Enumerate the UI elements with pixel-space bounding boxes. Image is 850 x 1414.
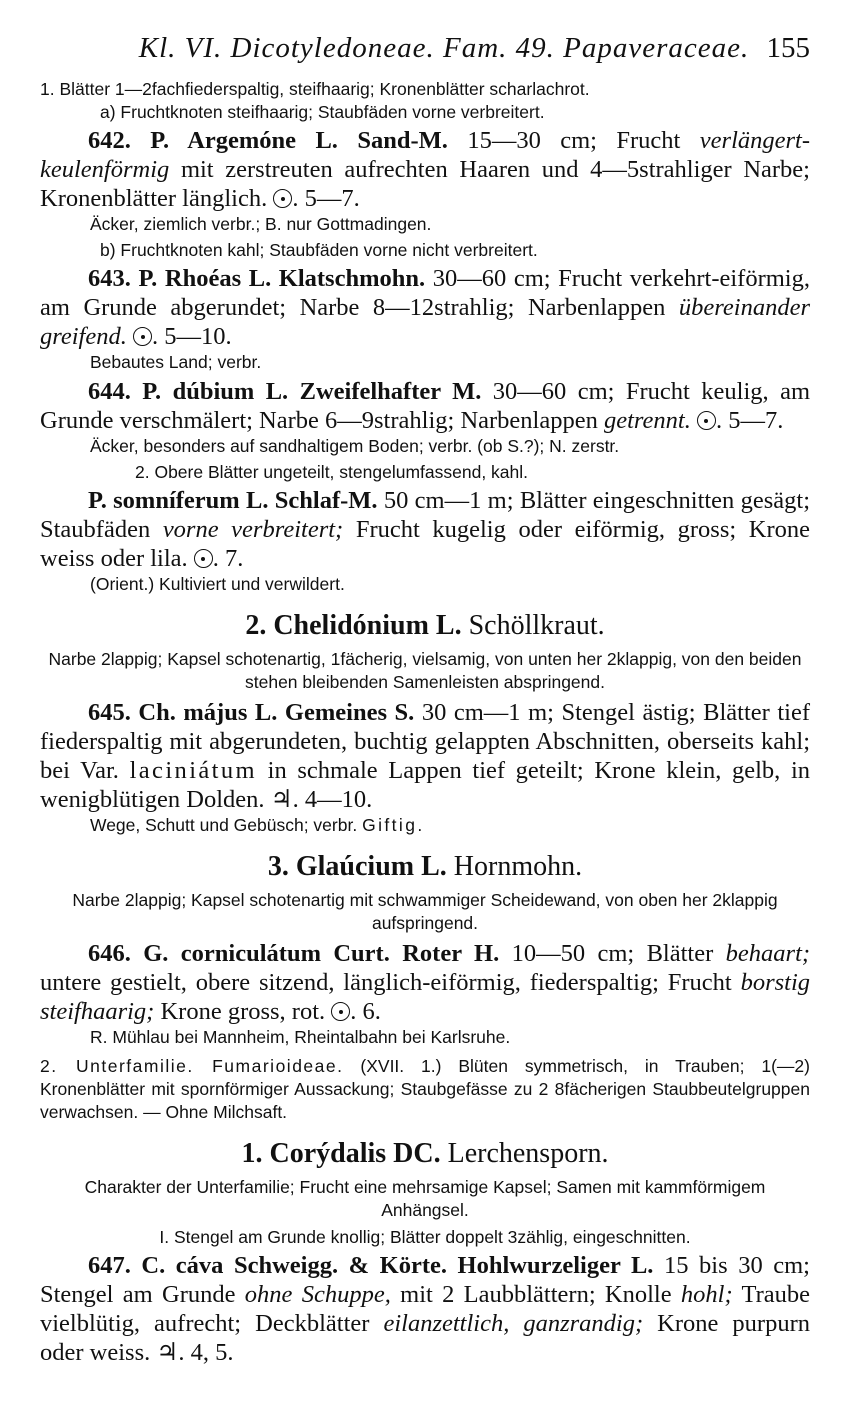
species-646-habitat: R. Mühlau bei Mannheim, Rheintalbahn bei Karlsruhe. — [90, 1027, 511, 1047]
key-line-1a: a) Fruchtknoten steifhaarig; Staubfäden vorne verbreitert. — [100, 102, 545, 122]
species-somniferum-heading: P. somníferum L. Schlaf-M. — [88, 487, 378, 514]
species-642 — [40, 126, 810, 213]
species-645-text-2: in schmale Lappen tief geteilt; Krone klein, gelb, in wenigblütigen Dolden. ♃. 4—10. — [40, 757, 811, 813]
species-645-heading: 645. Ch. május L. Gemeines S. — [88, 699, 415, 726]
species-643-text-3: . 5—10. — [152, 323, 232, 350]
species-644-text-1: 30—60 cm; Frucht keulig, am Grunde verschmälert; Narbe 6—9strahlig; Narbenlappen — [40, 378, 811, 434]
species-somniferum-text-3: . 7. — [212, 545, 244, 572]
species-646-heading: 646. G. corniculátum Curt. Roter H. — [88, 940, 500, 967]
species-643-habitat: Bebautes Land; verbr. — [90, 352, 262, 372]
genus-corydalis-common: Lerchensporn. — [447, 1138, 609, 1169]
species-645-habitat — [40, 814, 810, 837]
species-647-heading: 647. C. cáva Schweigg. & Körte. Hohlwurzeliger L. — [88, 1252, 654, 1279]
species-644-text-3: . 5—7. — [715, 407, 784, 434]
species-647-italic-3: eilanzettlich, ganzrandig; — [383, 1310, 644, 1337]
species-647-italic-2: hohl; — [680, 1281, 733, 1308]
genus-glaucium-description: Narbe 2lappig; Kapsel schotenartig mit schwammiger Scheidewand, von oben her 2klappig aufspringend. — [72, 890, 778, 933]
species-646-text-1: 10—50 cm; Blätter — [511, 940, 714, 967]
subfamily-text: (XVII. 1.) Blüten symmetrisch, in Trauben; 1(—2) Kronenblätter mit spornförmiger Aussackung; Staubgefässe zu 2 8fächerigen Staubbeutelgruppen verwachsen. — Ohne Milchsaft. — [40, 1056, 810, 1122]
species-643-italic-1: übereinander greifend. — [40, 294, 811, 350]
species-647 — [40, 1251, 810, 1367]
genus-chelidonium-heading — [40, 608, 810, 644]
species-647-text-2: mit 2 Laubblättern; Knolle — [400, 1281, 672, 1308]
species-643-text-1: 30—60 cm; Frucht verkehrt-eiförmig, am Grunde abgerundet; Narbe 8—12strahlig; Narbenlappen — [40, 265, 810, 321]
species-646-italic-1: behaart; — [725, 940, 811, 967]
species-647-text-3: Traube vielblütig, aufrecht; Deckblätter — [40, 1281, 810, 1337]
running-header — [40, 30, 810, 66]
genus-glaucium-common: Hornmohn. — [453, 851, 583, 882]
species-646 — [40, 939, 810, 1026]
species-646-text-4: . 6. — [350, 998, 381, 1025]
species-somniferum — [40, 486, 810, 573]
species-somniferum-text-1: 50 cm—1 m; Blätter eingeschnitten gesägt; Staubfäden — [40, 487, 811, 543]
species-645-habitat-text: Wege, Schutt und Gebüsch; verbr. — [90, 815, 358, 835]
species-645 — [40, 698, 810, 814]
species-643-heading: 643. P. Rhoéas L. Klatschmohn. — [88, 265, 426, 292]
genus-corydalis-description: Charakter der Unterfamilie; Frucht eine mehrsamige Kapsel; Samen mit kammförmigem Anhängsel. — [84, 1177, 766, 1220]
key-line-1b: b) Fruchtknoten kahl; Staubfäden vorne nicht verbreitert. — [100, 240, 538, 260]
species-642-text-1: 15—30 cm; Frucht — [467, 127, 681, 154]
species-somniferum-habitat: (Orient.) Kultiviert und verwildert. — [90, 574, 345, 594]
annual-symbol-icon — [331, 1002, 350, 1021]
page-number: 155 — [766, 32, 810, 64]
species-644-habitat: Äcker, besonders auf sandhaltigem Boden; verbr. (ob S.?); N. zerstr. — [90, 436, 620, 456]
species-647-text-4: Krone purpurn oder weiss. ♃. 4, 5. — [40, 1310, 810, 1366]
genus-corydalis-name: 1. Corýdalis DC. — [241, 1138, 441, 1169]
species-646-text-2: untere gestielt, obere sitzend, länglich-eiförmig, fiederspaltig; Frucht — [40, 969, 732, 996]
species-somniferum-italic-1: vorne verbreitert; — [162, 516, 344, 543]
species-647-text-1: 15 bis 30 cm; Stengel am Grunde — [40, 1252, 810, 1308]
genus-glaucium-heading — [40, 849, 810, 885]
species-646-text-3: Krone gross, rot. — [160, 998, 326, 1025]
annual-symbol-icon — [273, 189, 292, 208]
species-646-italic-2: borstig steifhaarig; — [40, 969, 810, 1025]
genus-chelidonium-common: Schöllkraut. — [468, 610, 605, 641]
species-somniferum-text-2: Frucht kugelig oder eiförmig, gross; Krone weiss oder lila. — [40, 516, 811, 572]
species-643 — [40, 264, 810, 351]
annual-symbol-icon — [133, 327, 152, 346]
key-line-1: 1. Blätter 1—2fachfiederspaltig, steifhaarig; Kronenblätter scharlachrot. — [40, 79, 590, 99]
header-title: Kl. VI. Dicotyledoneae. Fam. 49. Papaveraceae. — [138, 32, 750, 64]
annual-symbol-icon — [697, 411, 716, 430]
species-645-variety: laciniátum — [129, 757, 257, 784]
subfamily-label: 2. Unterfamilie. Fumarioideae. — [40, 1056, 344, 1076]
genus-chelidonium-description: Narbe 2lappig; Kapsel schotenartig, 1fächerig, vielsamig, von unten her 2klappig, von den beiden stehen bleibenden Samenleisten abspringend. — [48, 649, 802, 692]
species-642-italic-1: verlängert-keulenförmig — [40, 127, 810, 183]
species-644-italic-1: getrennt. — [603, 407, 691, 434]
species-645-text-1: 30 cm—1 m; Stengel ästig; Blätter tief fiederspaltig mit abgerundeten, buchtig gelappten Abschnitten, oberseits kahl; bei Var. — [40, 699, 810, 784]
species-644 — [40, 377, 810, 435]
species-642-habitat: Äcker, ziemlich verbr.; B. nur Gottmadingen. — [90, 214, 432, 234]
subfamily-fumarioideae — [40, 1055, 810, 1124]
species-642-text-3: . 5—7. — [292, 185, 360, 212]
species-642-text-2: mit zerstreuten aufrechten Haaren und 4—5strahliger Narbe; Kronenblätter länglich. — [40, 156, 810, 212]
annual-symbol-icon — [194, 549, 213, 568]
species-642-heading: 642. P. Argemóne L. Sand-M. — [88, 127, 448, 154]
key-line-I: I. Stengel am Grunde knollig; Blätter doppelt 3zählig, eingeschnitten. — [159, 1227, 691, 1247]
key-line-2: 2. Obere Blätter ungeteilt, stengelumfassend, kahl. — [135, 462, 529, 482]
species-645-toxicity: Giftig. — [362, 815, 425, 835]
genus-chelidonium-name: 2. Chelidónium L. — [245, 610, 462, 641]
species-647-italic-1: ohne Schuppe, — [244, 1281, 391, 1308]
genus-glaucium-name: 3. Glaúcium L. — [267, 851, 447, 882]
species-644-heading: 644. P. dúbium L. Zweifelhafter M. — [88, 378, 482, 405]
genus-corydalis-heading — [40, 1136, 810, 1172]
